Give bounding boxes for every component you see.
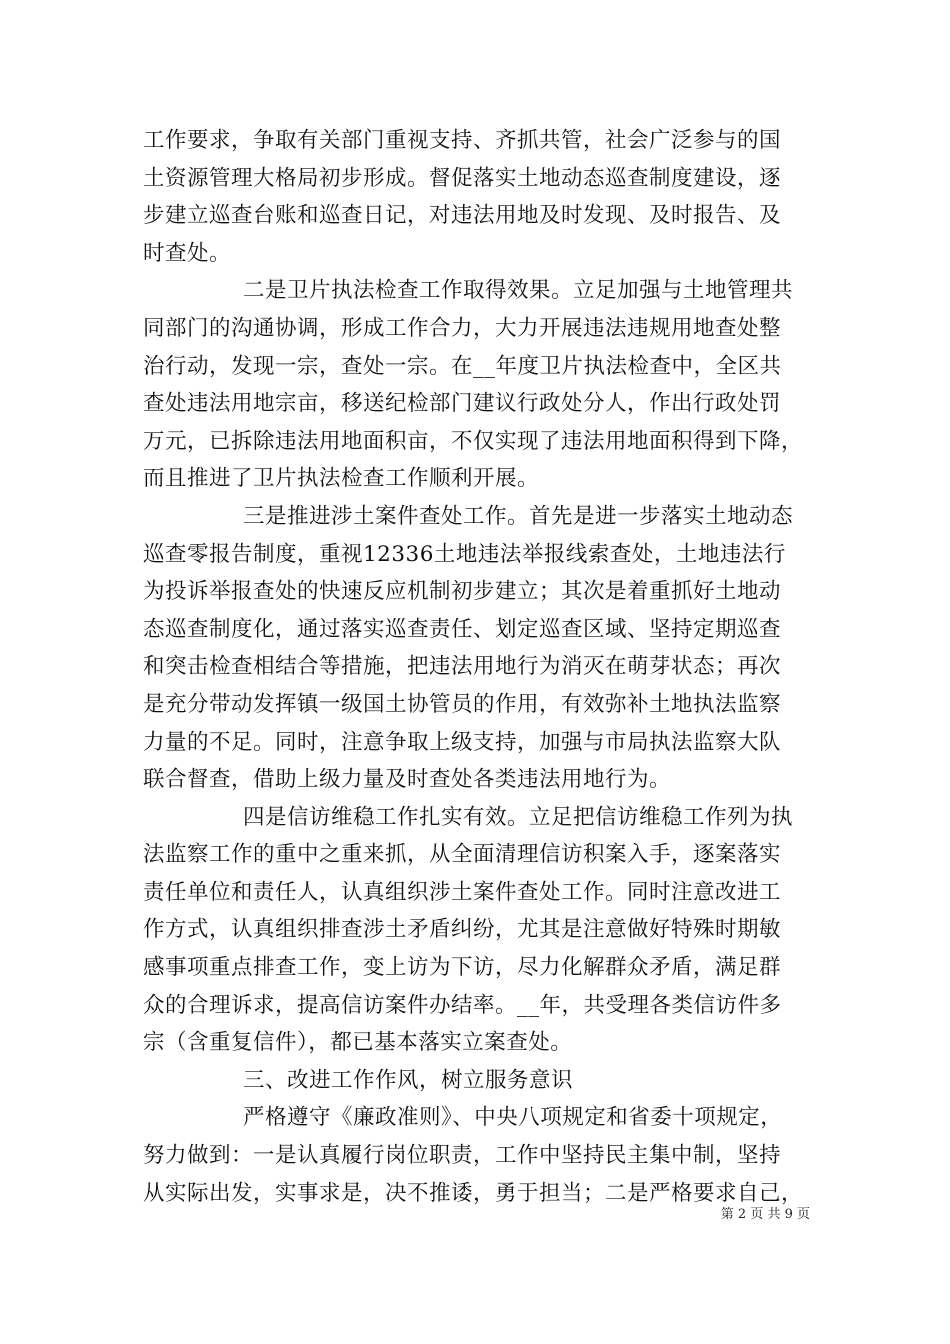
text-line: 宗（含重复信件），都已基本落实立案查处。 [143, 1030, 573, 1056]
text-line: 和突击检查相结合等措施，把违法用地行为消灭在萌芽状态；再次 [143, 654, 782, 680]
paragraph-start-line: 四是信访维稳工作扎实有效。立足把信访维稳工作列为执 [243, 804, 794, 830]
text-line: 同部门的沟通协调，形成工作合力，大力开展违法违规用地查处整 [143, 315, 782, 341]
text-line: 土资源管理大格局初步形成。督促落实土地动态巡查制度建设，逐 [143, 165, 782, 191]
section-heading: 三、改进工作作风，树立服务意识 [243, 1067, 574, 1093]
text-line: 是充分带动发挥镇一级国土协管员的作用，有效弥补土地执法监察 [143, 691, 782, 717]
text-line: 法监察工作的重中之重来抓，从全面清理信访积案入手，逐案落实 [143, 842, 782, 868]
text-line: 联合督查，借助上级力量及时查处各类违法用地行为。 [143, 767, 672, 793]
text-line: 步建立巡查台账和巡查日记，对违法用地及时发现、及时报告、及 [143, 203, 782, 229]
page-number-footer: 第 2 页 共 9 页 [720, 1207, 810, 1222]
text-line: 而且推进了卫片执法检查工作顺利开展。 [143, 466, 540, 492]
paragraph-start-line: 严格遵守《廉政准则》、中央八项规定和省委十项规定， [243, 1105, 783, 1131]
text-line: 责任单位和责任人，认真组织涉土案件查处工作。同时注意改进工 [143, 879, 782, 905]
text-line: 万元，已拆除违法用地面积亩，不仅实现了违法用地面积得到下降， [143, 428, 804, 454]
text-line: 治行动，发现一宗，查处一宗。在__年度卫片执法检查中，全区共 [143, 353, 782, 379]
document-body [143, 122, 823, 1212]
text-line: 时查处。 [143, 240, 232, 266]
text-line: 力量的不足。同时，注意争取上级支持，加强与市局执法监察大队 [143, 729, 782, 755]
text-line: 查处违法用地宗亩，移送纪检部门建议行政处分人，作出行政处罚 [143, 391, 782, 417]
text-line: 工作要求，争取有关部门重视支持、齐抓共管，社会广泛参与的国 [143, 128, 782, 153]
text-line: 众的合理诉求，提高信访案件办结率。__年，共受理各类信访件多 [143, 992, 782, 1018]
text-line: 感事项重点排查工作，变上访为下访，尽力化解群众矛盾，满足群 [143, 955, 782, 981]
text-line: 作方式，认真组织排查涉土矛盾纠纷，尤其是注意做好特殊时期敏 [143, 917, 782, 943]
text-line: 态巡查制度化，通过落实巡查责任、划定巡查区域、坚持定期巡查 [143, 616, 782, 642]
text-line: 为投诉举报查处的快速反应机制初步建立；其次是着重抓好土地动 [143, 579, 782, 605]
paragraph-start-line: 二是卫片执法检查工作取得效果。立足加强与土地管理共 [243, 278, 794, 304]
text-line: 努力做到：一是认真履行岗位职责，工作中坚持民主集中制，坚持 [143, 1143, 782, 1169]
text-line: 巡查零报告制度，重视12336土地违法举报线索查处，土地违法行 [143, 541, 786, 567]
paragraph-start-line: 三是推进涉土案件查处工作。首先是进一步落实土地动态 [243, 503, 794, 529]
text-line: 从实际出发，实事求是，决不推诿，勇于担当；二是严格要求自己， [143, 1180, 804, 1206]
